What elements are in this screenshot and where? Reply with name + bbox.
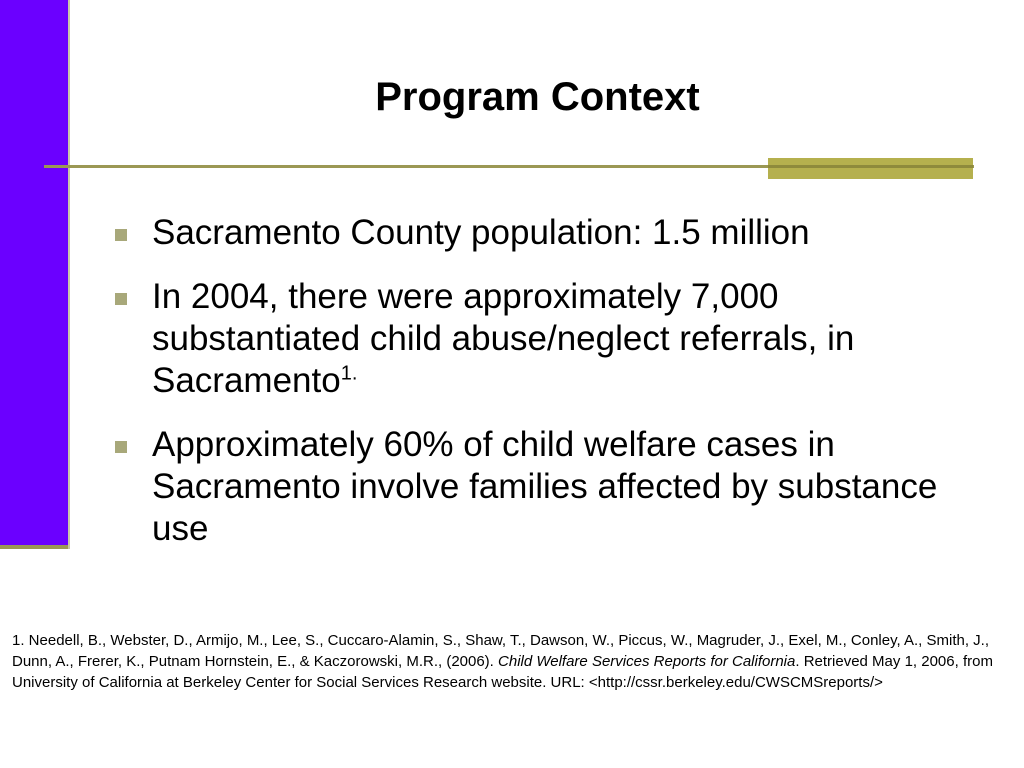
square-bullet-icon: [115, 229, 127, 241]
footnote-source: . Retrieved May 1, 2006, from University of California at Berkeley Center for Social Services Research website. URL: <http://cssr.berkeley.edu/CWSCMSreports/>: [12, 653, 993, 691]
bullet-item-substance-use: [112, 424, 972, 550]
title-divider-block-line: [768, 165, 973, 168]
square-bullet-icon: [115, 441, 127, 453]
bullet-text: Approximately 60% of child welfare cases in Sacramento involve families affected by substance use: [152, 425, 938, 548]
square-bullet-icon: [115, 293, 127, 305]
bullet-text: Sacramento County population: 1.5 million: [152, 213, 810, 252]
bullet-item-referrals: [112, 276, 972, 402]
left-accent-bar-shadow: [0, 545, 68, 549]
footnote-report-title: Child Welfare Services Reports for California: [498, 653, 796, 670]
title-divider-block: [768, 158, 973, 179]
bullet-list: [112, 212, 972, 572]
bullet-item-population: [112, 212, 972, 254]
bullet-text: In 2004, there were approximately 7,000 substantiated child abuse/neglect referrals, in Sacramento: [152, 277, 855, 400]
slide-title: Program Context: [375, 75, 700, 119]
footnote-citation: [12, 630, 1012, 693]
footnote-reference: 1.: [340, 362, 358, 385]
footnote-authors: 1. Needell, B., Webster, D., Armijo, M., Lee, S., Cuccaro-Alamin, S., Shaw, T., Dawson, W., Piccus, W., Magruder, J., Exel, M., Conley, A., Smith, J., Dunn, A., Frerer, K., Putnam Hornstein, E., & Kaczorowski, M.R., (2006).: [12, 632, 990, 670]
